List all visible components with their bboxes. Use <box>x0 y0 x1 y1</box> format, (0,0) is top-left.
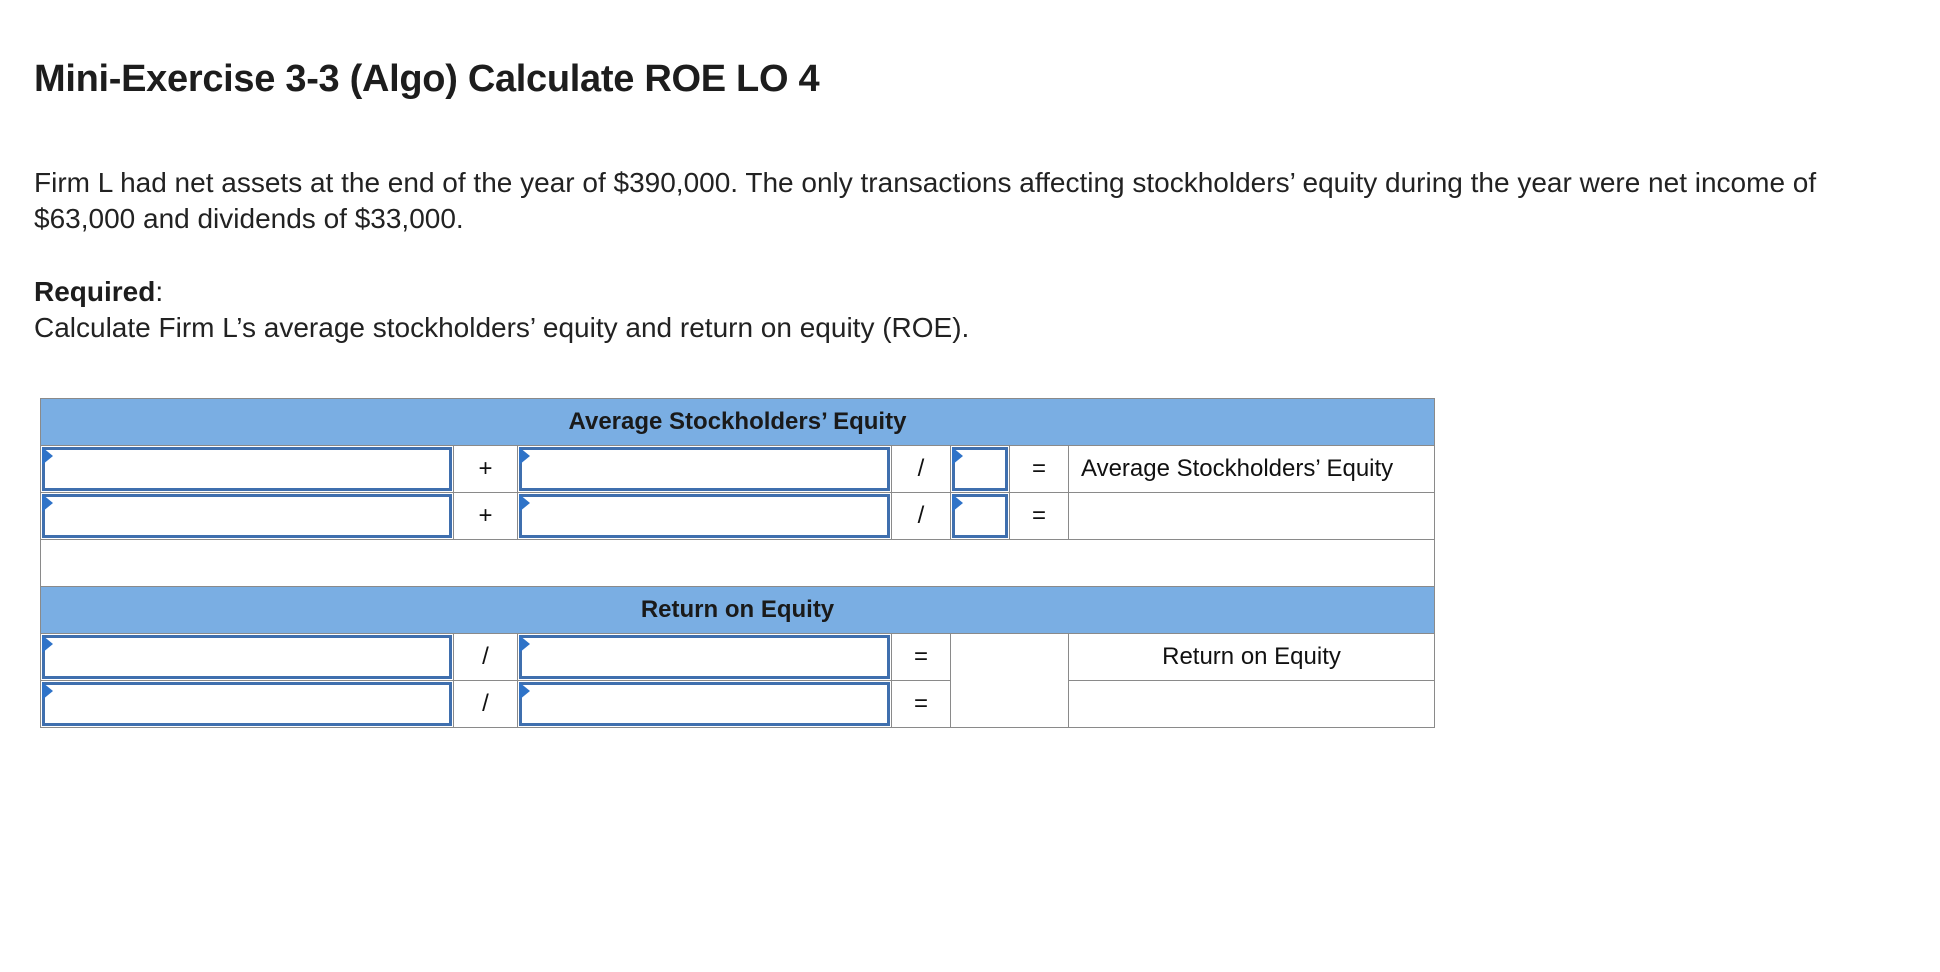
roe-row2-equals-operator: = <box>892 681 951 728</box>
avg-row2-result-cell <box>1069 493 1435 540</box>
avg-section-header: Average Stockholders’ Equity <box>41 399 1435 446</box>
roe-row1-input2-field <box>519 635 890 679</box>
input-marker-icon <box>952 494 963 512</box>
roe-row2-result-cell <box>1069 681 1435 728</box>
input-marker-icon <box>519 447 530 465</box>
roe-row2-input2[interactable] <box>522 685 887 723</box>
input-marker-icon <box>519 682 530 700</box>
roe-row1-result-label: Return on Equity <box>1069 634 1435 681</box>
required-heading <box>34 274 163 310</box>
input-marker-icon <box>952 447 963 465</box>
avg-row1-input1-cell <box>41 446 454 493</box>
roe-section-header: Return on Equity <box>41 587 1435 634</box>
avg-row2-input2[interactable] <box>522 497 887 535</box>
roe-row2-input1-field <box>42 682 452 726</box>
avg-row2-input1-cell <box>41 493 454 540</box>
avg-row2-input2-field <box>519 494 890 538</box>
avg-row1-input2[interactable] <box>522 450 887 488</box>
avg-row-1 <box>41 446 1435 493</box>
roe-row-2 <box>41 681 1435 728</box>
required-colon: : <box>155 276 164 307</box>
avg-row1-divide-operator: / <box>892 446 951 493</box>
avg-row2-equals-operator: = <box>1010 493 1069 540</box>
avg-row1-input3-field <box>952 447 1008 491</box>
avg-row2-input2-cell <box>518 493 892 540</box>
roe-row2-input2-cell <box>518 681 892 728</box>
problem-statement: Firm L had net assets at the end of the year of $390,000. The only transactions affecting stockholders’ equity during the year were net income of $63,000 and dividends of $33,000. <box>34 167 1817 234</box>
input-marker-icon <box>42 447 53 465</box>
input-marker-icon <box>42 682 53 700</box>
input-marker-icon <box>42 494 53 512</box>
roe-row2-input2-field <box>519 682 890 726</box>
roe-row1-equals-operator: = <box>892 634 951 681</box>
avg-row1-result-label: Average Stockholders’ Equity <box>1069 446 1435 493</box>
roe-row1-input1-cell <box>41 634 454 681</box>
avg-section-header-row <box>41 399 1435 446</box>
avg-row2-input3-field <box>952 494 1008 538</box>
roe-row1-divide-operator: / <box>454 634 518 681</box>
roe-row2-input1-cell <box>41 681 454 728</box>
avg-row1-input3-cell <box>951 446 1010 493</box>
avg-row1-input1-field <box>42 447 452 491</box>
avg-row2-input1-field <box>42 494 452 538</box>
avg-row1-plus-operator: + <box>454 446 518 493</box>
input-marker-icon <box>519 494 530 512</box>
roe-row-1 <box>41 634 1435 681</box>
input-marker-icon <box>42 635 53 653</box>
avg-row1-input1[interactable] <box>45 450 449 488</box>
spacer-cell <box>41 540 1435 587</box>
roe-row2-divide-operator: / <box>454 681 518 728</box>
worksheet-table <box>40 398 1435 728</box>
roe-row1-input2-cell <box>518 634 892 681</box>
exercise-title: Mini-Exercise 3-3 (Algo) Calculate ROE LO 4 <box>34 58 820 100</box>
avg-row1-equals-operator: = <box>1010 446 1069 493</box>
avg-row2-plus-operator: + <box>454 493 518 540</box>
roe-row1-input1[interactable] <box>45 638 449 676</box>
spacer-row <box>41 540 1435 587</box>
input-marker-icon <box>519 635 530 653</box>
avg-row2-input3-cell <box>951 493 1010 540</box>
avg-row2-divide-operator: / <box>892 493 951 540</box>
roe-row1-input2[interactable] <box>522 638 887 676</box>
roe-row2-input1[interactable] <box>45 685 449 723</box>
avg-row-2 <box>41 493 1435 540</box>
required-text: Calculate Firm L’s average stockholders’ equity and return on equity (ROE). <box>34 312 970 343</box>
roe-section-header-row <box>41 587 1435 634</box>
roe-row1-input1-field <box>42 635 452 679</box>
avg-row2-input1[interactable] <box>45 497 449 535</box>
required-label: Required <box>34 276 156 307</box>
avg-row1-input2-cell <box>518 446 892 493</box>
roe-result-value-cell <box>951 634 1069 728</box>
avg-row1-input2-field <box>519 447 890 491</box>
